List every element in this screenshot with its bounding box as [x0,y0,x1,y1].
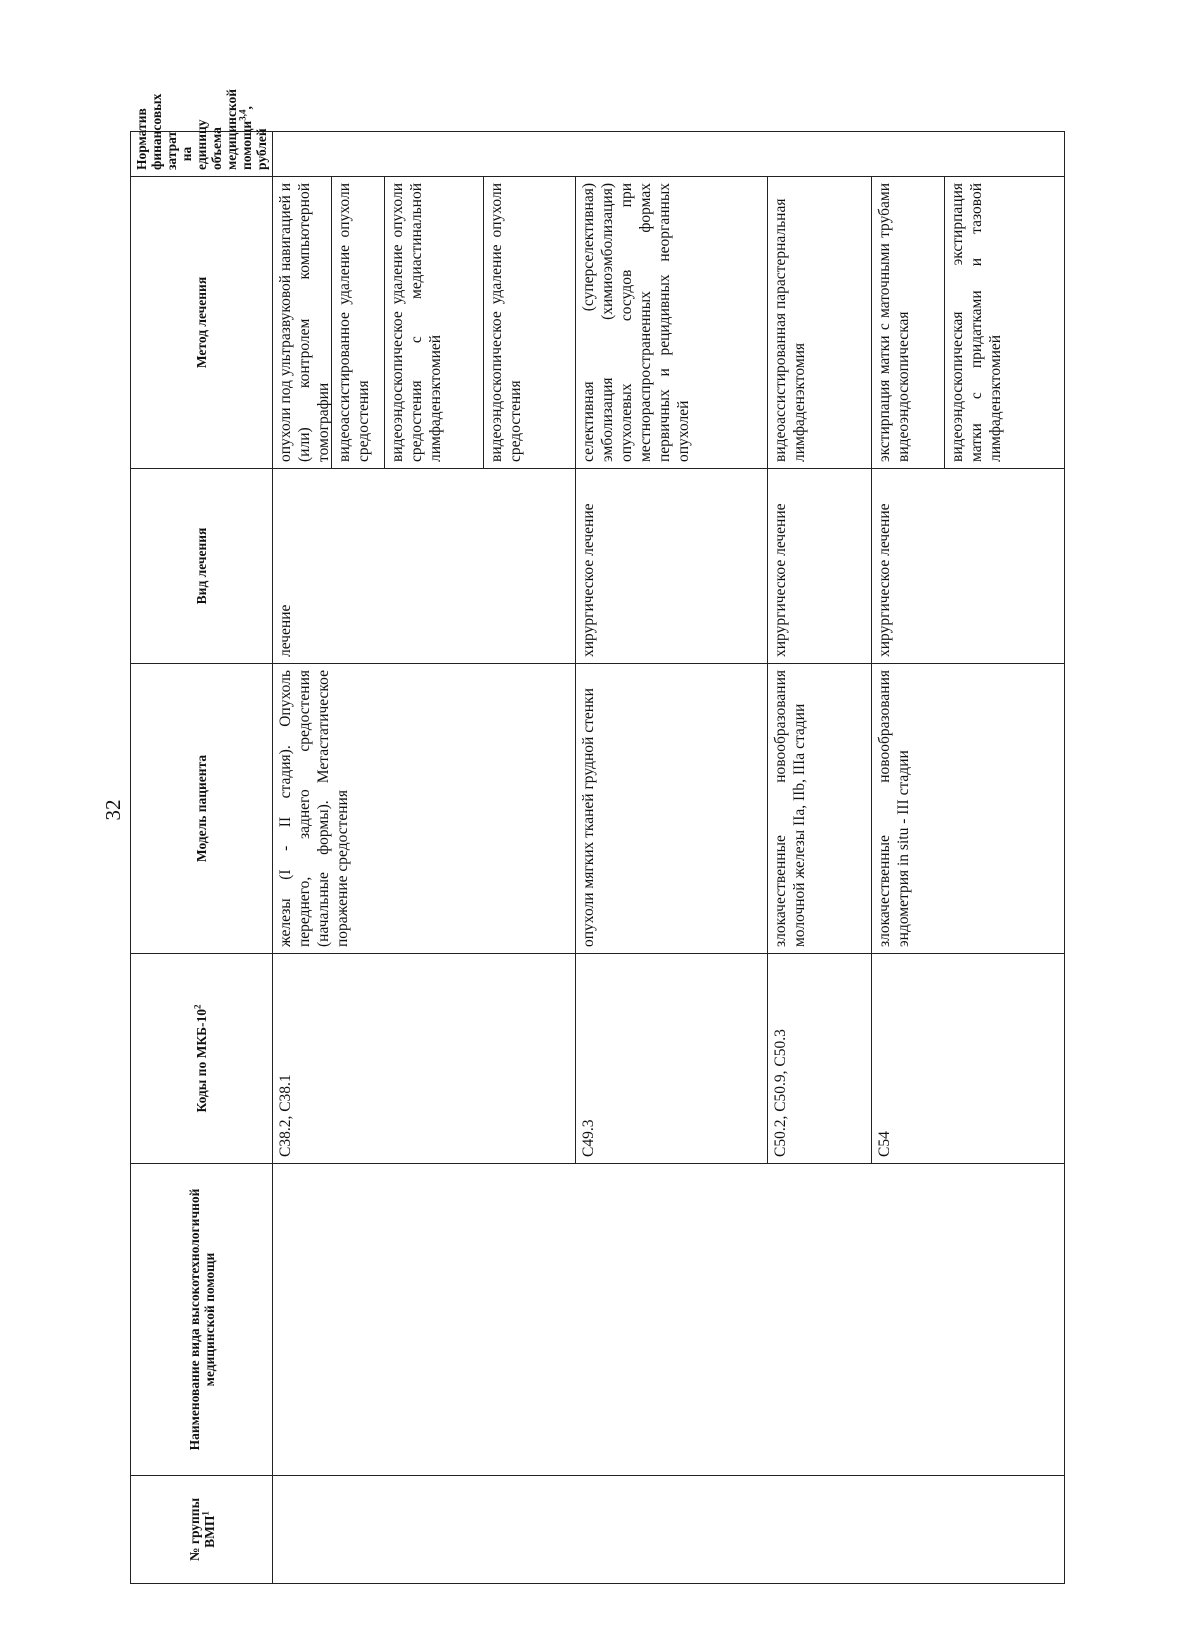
cell-patient-model: злокачественные новообразования молочной железы IIa, IIb, IIIa стадии [768,664,872,954]
cell-icd-codes: C50.2, C50.9, C50.3 [768,954,872,1164]
cell-treatment-methods: селективная (суперселективная) эмболизация (химиоэмболизация) опухолевых сосудов при местнораспространенных формах первичных и рецидивных неорганных опухолей [576,177,768,469]
method-item: видеоассистированное удаление опухоли средостения [331,177,384,468]
header-treatment-method: Метод лечения [131,177,273,469]
cell-treatment-methods [273,177,576,469]
method-item: экстирпация матки с маточными трубами видеоэндоскопическая [876,183,912,462]
cell-vmp-name [273,1164,1065,1476]
header-group-number: № группы ВМП$^1$ [131,1476,273,1584]
cell-treatment-methods: видеоассистированная парастернальная лимфаденэктомия [768,177,872,469]
header-patient-model: Модель пациента [131,664,273,954]
cell-patient-model: железы (I - II стадия). Опухоль переднего, заднего средостения (начальные формы). Метастатическое поражение средостения [273,664,576,954]
rotated-table-container [130,88,1020,1584]
page-number: 32 [101,799,125,821]
table-row [273,132,576,1584]
method-item: видеоэндоскопическое удаление опухоли средостения [483,177,575,468]
header-icd-codes: Коды по МКБ-$10^2$ [131,954,273,1164]
method-item: видеоэндоскопическая экстирпация матки с придатками и тазовой лимфаденэктомией [944,177,1064,468]
header-vmp-name: Наименование вида высокотехнологичной медицинской помощи [131,1164,273,1476]
cell-treatment-methods [872,177,1065,469]
cell-treatment-type: хирургическое лечение [576,469,768,664]
cell-patient-model: злокачественные новообразования эндометрия in situ - III стадии [872,664,1065,954]
cell-icd-codes: C49.3 [576,954,768,1164]
cell-icd-codes: C38.2, C38.1 [273,954,576,1164]
cell-treatment-type: хирургическое лечение [872,469,1065,664]
cell-group-number [273,1476,1065,1584]
cell-icd-codes: C54 [872,954,1065,1164]
method-item: опухоли под ультразвуковой навигацией и (или) контролем компьютерной томографии [277,183,332,462]
cell-cost-norm [273,132,1065,177]
method-item: видеоэндоскопическое удаление опухоли средостения с медиастинальной лимфаденэктомией [384,177,483,468]
header-cost-norm: Норматив финансовых затрат на единицу объема медицинской помощи$^{3,4}$, рублей [131,132,273,177]
vmp-table [130,88,1065,1584]
header-row [131,132,273,1584]
cell-treatment-type: лечение [273,469,576,664]
cell-patient-model: опухоли мягких тканей грудной стенки [576,664,768,954]
cell-treatment-type: хирургическое лечение [768,469,872,664]
header-treatment-type: Вид лечения [131,469,273,664]
